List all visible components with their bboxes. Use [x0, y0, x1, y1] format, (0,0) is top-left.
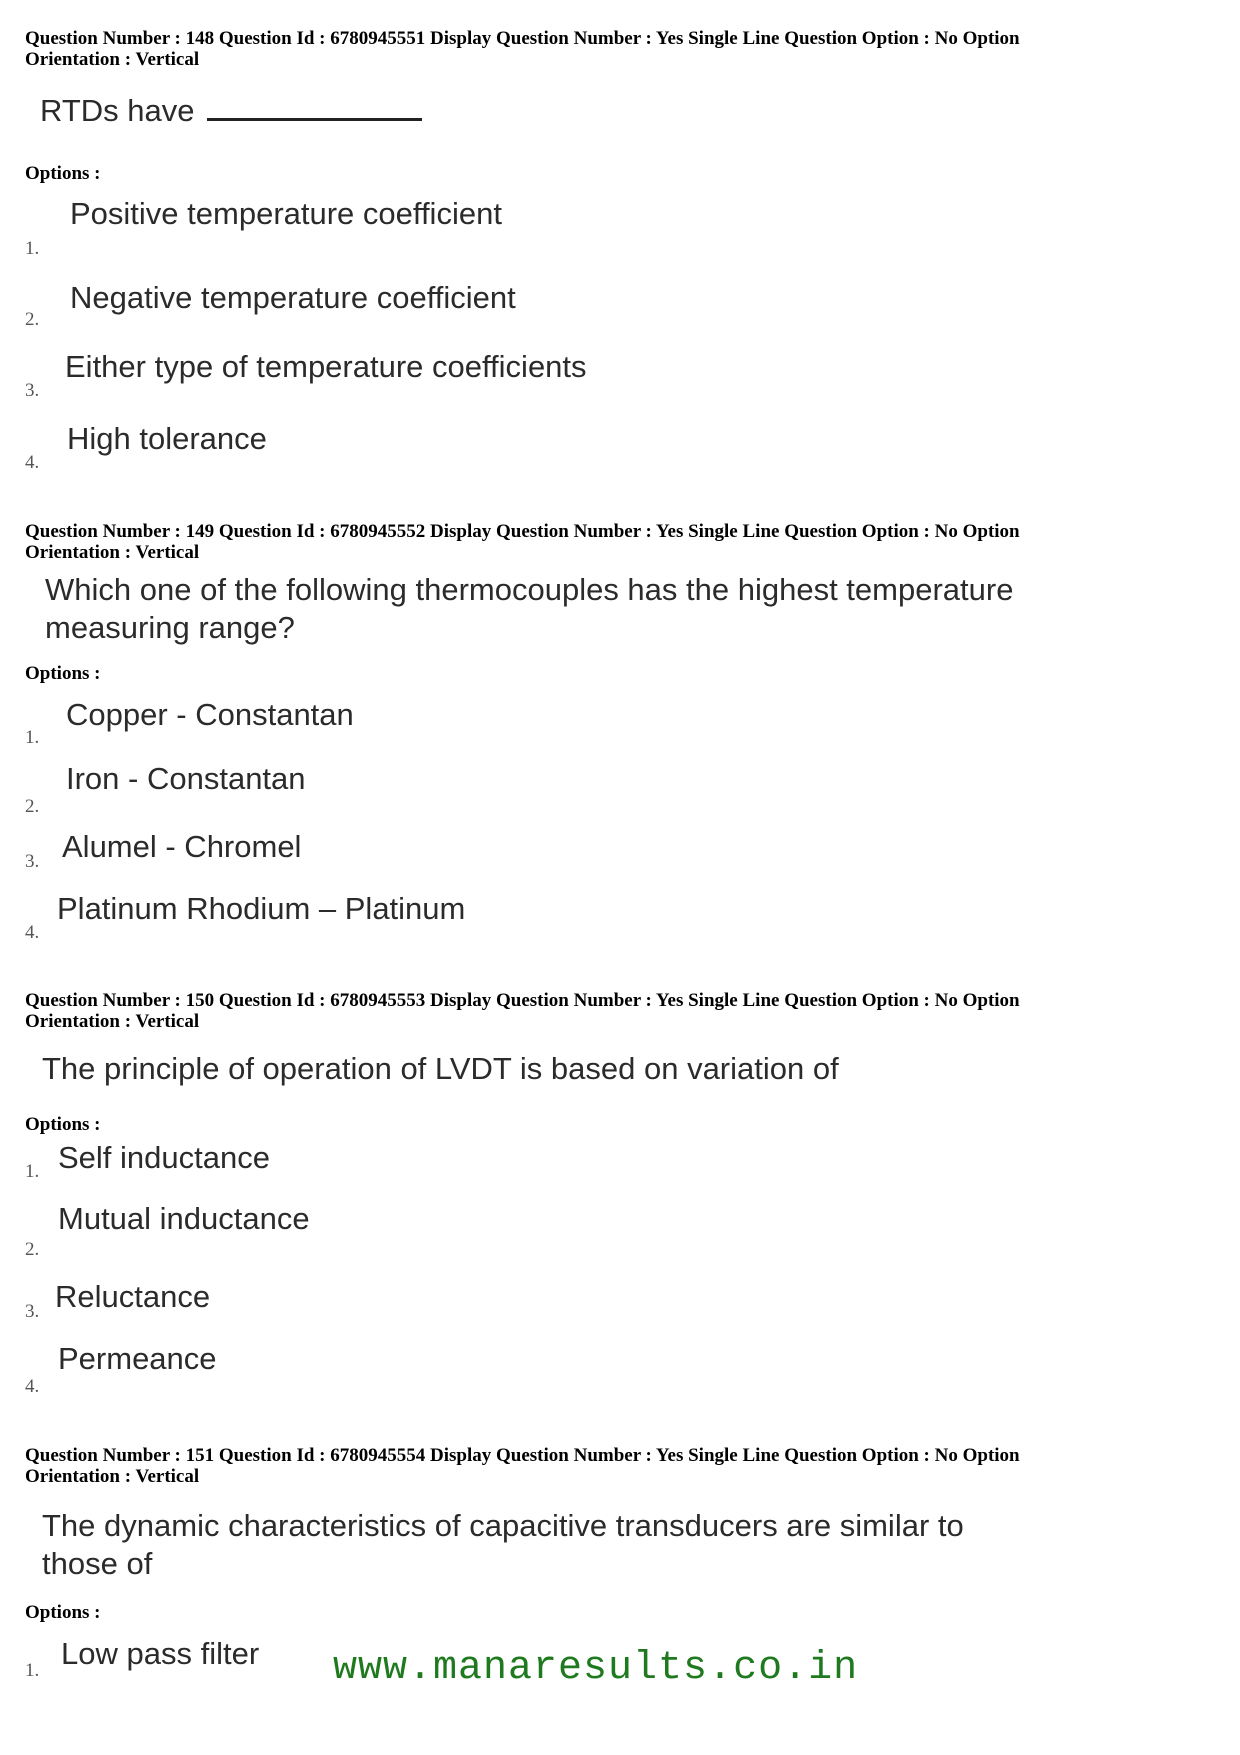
option-text: Alumel - Chromel — [62, 829, 302, 864]
options-label: Options : — [25, 163, 101, 184]
option-text: Copper - Constantan — [66, 697, 354, 732]
question-meta-line1: Question Number : 149 Question Id : 6780945552 Display Question Number : Yes Single Line Question Option : No Option — [25, 521, 1020, 542]
question-meta — [25, 990, 1215, 1032]
question-text: The principle of operation of LVDT is based on variation of — [42, 1051, 839, 1086]
option-number: 1. — [25, 1161, 40, 1182]
question-meta-line2: Orientation : Vertical — [25, 542, 200, 563]
option-text: Mutual inductance — [58, 1201, 310, 1236]
option-number: 2. — [25, 796, 40, 817]
option-text: Self inductance — [58, 1140, 270, 1175]
option-number: 4. — [25, 922, 40, 943]
option-text: Iron - Constantan — [66, 761, 306, 796]
option-text: Either type of temperature coefficients — [65, 349, 587, 384]
option-text: Platinum Rhodium – Platinum — [57, 891, 466, 926]
watermark-url: www.manaresults.co.in — [333, 1646, 859, 1691]
question-meta — [25, 521, 1215, 563]
option-text: Permeance — [58, 1341, 217, 1376]
option-number: 3. — [25, 1301, 40, 1322]
option-text: Negative temperature coefficient — [70, 280, 516, 315]
question-meta-line1: Question Number : 148 Question Id : 6780945551 Display Question Number : Yes Single Line Question Option : No Option — [25, 28, 1020, 49]
option-text: High tolerance — [67, 421, 267, 456]
option-number: 2. — [25, 309, 40, 330]
options-label: Options : — [25, 1114, 101, 1135]
option-text: Positive temperature coefficient — [70, 196, 502, 231]
option-number: 1. — [25, 727, 40, 748]
option-text: Reluctance — [55, 1279, 211, 1314]
option-number: 3. — [25, 851, 40, 872]
question-meta-line2: Orientation : Vertical — [25, 49, 200, 70]
option-number: 1. — [25, 1660, 40, 1681]
option-number: 1. — [25, 238, 40, 259]
question-meta-line2: Orientation : Vertical — [25, 1466, 200, 1487]
question-meta — [25, 28, 1215, 70]
option-number: 4. — [25, 452, 40, 473]
option-number: 2. — [25, 1239, 40, 1260]
question-meta-line1: Question Number : 151 Question Id : 6780945554 Display Question Number : Yes Single Line Question Option : No Option — [25, 1445, 1020, 1466]
question-meta-line2: Orientation : Vertical — [25, 1011, 200, 1032]
option-text: Low pass filter — [61, 1636, 260, 1671]
question-meta — [25, 1445, 1215, 1487]
question-text-content: RTDs have — [40, 93, 195, 128]
option-number: 3. — [25, 380, 40, 401]
question-meta-line1: Question Number : 150 Question Id : 6780945553 Display Question Number : Yes Single Line Question Option : No Option — [25, 990, 1020, 1011]
question-text — [40, 92, 422, 130]
option-number: 4. — [25, 1376, 40, 1397]
options-label: Options : — [25, 1602, 101, 1623]
question-text: The dynamic characteristics of capacitive transducers are similar to those of — [42, 1508, 964, 1581]
question-text: Which one of the following thermocouples has the highest temperature measuring range? — [45, 572, 1014, 645]
options-label: Options : — [25, 663, 101, 684]
answer-blank — [207, 92, 422, 121]
